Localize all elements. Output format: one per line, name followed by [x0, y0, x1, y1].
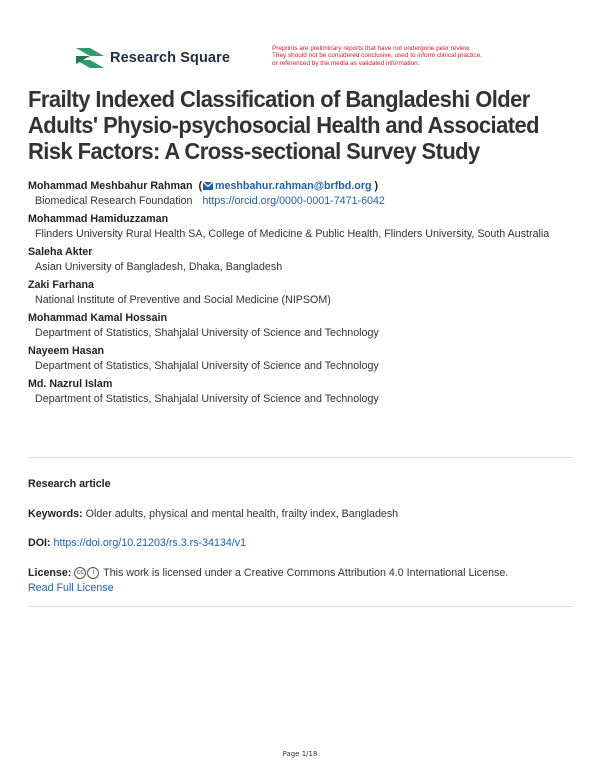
author-name: Saleha Akter: [28, 246, 93, 258]
author-affiliation: Asian University of Bangladesh, Dhaka, Bangladesh: [35, 261, 283, 273]
divider: [28, 457, 573, 458]
author-affiliation: Department of Statistics, Shahjalal University of Science and Technology: [35, 393, 379, 405]
license: [28, 567, 508, 594]
author-affiliation: Biomedical Research Foundation https://orcid.org/0000-0001-7471-6042: [35, 195, 385, 207]
preprint-notice-line: or referenced by the media as validated information.: [272, 59, 420, 67]
brand-name: Research Square: [110, 50, 230, 66]
envelope-icon: [203, 182, 213, 190]
author-name: Mohammad Meshbahur Rahman ( meshbahur.rahman@brfbd.org ): [28, 180, 379, 192]
author-name: Mohammad Hamiduzzaman: [28, 213, 169, 225]
orcid-link[interactable]: https://orcid.org/0000-0001-7471-6042: [202, 195, 385, 207]
license-text: This work is licensed under a Creative Commons Attribution 4.0 International License.: [103, 567, 509, 579]
author-affiliation: Flinders University Rural Health SA, College of Medicine & Public Health, Flinders University, South Australia: [35, 228, 550, 240]
doi: [28, 537, 246, 549]
author-affiliation: Department of Statistics, Shahjalal University of Science and Technology: [35, 327, 379, 339]
author-list: [28, 179, 578, 410]
doi-link[interactable]: https://doi.org/10.21203/rs.3.rs-34134/v1: [53, 537, 247, 549]
preprint-notice-line: Preprints are preliminary reports that have not undergone peer review.: [272, 45, 471, 52]
license-label: License:: [28, 567, 72, 579]
creative-commons-icon: cc: [74, 567, 86, 579]
author-email-link[interactable]: meshbahur.rahman@brfbd.org: [215, 180, 372, 192]
page-number: Page 1/18: [282, 750, 318, 758]
keywords: [28, 508, 398, 520]
author-affiliation: National Institute of Preventive and Social Medicine (NIPSOM): [35, 294, 331, 306]
keywords-text: Older adults, physical and mental health, frailty index, Bangladesh: [85, 508, 399, 520]
divider: [28, 606, 573, 607]
preprint-notice: [272, 45, 542, 67]
read-full-license-link[interactable]: Read Full License: [28, 582, 114, 595]
research-square-icon: [76, 46, 104, 70]
paper-title: Frailty Indexed Classification of Bangladeshi Older Adults' Physio-psychosocial Health and Associated Risk Factors: A Cross-sectional Survey Study: [28, 86, 539, 164]
author-name: Zaki Farhana: [28, 279, 94, 291]
doi-label: DOI:: [28, 537, 51, 549]
article-type: Research article: [28, 478, 111, 490]
research-square-logo[interactable]: [76, 46, 230, 70]
author-name: Mohammad Kamal Hossain: [28, 312, 167, 324]
preprint-notice-line: They should not be considered conclusive, used to inform clinical practice,: [272, 52, 482, 60]
attribution-icon: i: [87, 567, 99, 579]
author-affiliation: Department of Statistics, Shahjalal University of Science and Technology: [35, 360, 379, 372]
author-name: Md. Nazrul Islam: [28, 378, 113, 390]
author-name: Nayeem Hasan: [28, 345, 105, 357]
keywords-label: Keywords:: [28, 508, 83, 520]
